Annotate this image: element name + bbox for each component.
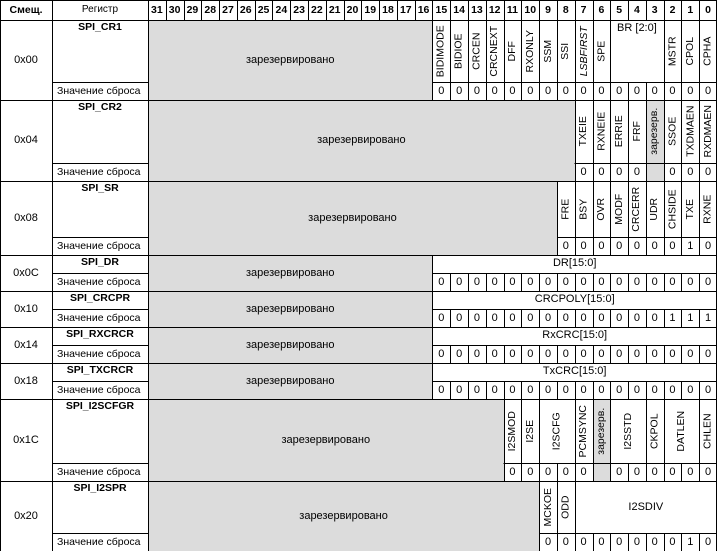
reset-bit-9: 0 — [544, 275, 552, 288]
header-bit-9: 9 — [545, 3, 551, 16]
reserved-bit — [646, 100, 664, 163]
bit-field-crcen-label: CRCEN — [470, 32, 483, 70]
reset-bit-1: 0 — [687, 165, 694, 178]
bit-field-ovr-label: OVR — [595, 197, 608, 221]
header-bit-6: 6 — [598, 3, 605, 16]
reset-bit-4: 0 — [633, 239, 640, 252]
reset-bit-2: 0 — [669, 347, 676, 360]
reset-bit-15: 0 — [438, 84, 445, 97]
header-bit-15: 15 — [435, 3, 448, 16]
bit-field-errie-label: ERRIE — [612, 115, 625, 148]
bit-field-mstr-label: MSTR — [666, 36, 679, 66]
reserved-block: зарезервировано — [148, 481, 539, 551]
bit-field-rxneie-label: RXNEIE — [595, 111, 608, 152]
reset-bit-5: 0 — [616, 311, 623, 324]
register-offset: 0x20 — [14, 509, 38, 522]
bit-field-ssm-label: SSM — [541, 39, 554, 63]
register-offset: 0x04 — [14, 134, 38, 146]
reset-bit-9: 0 — [544, 383, 552, 396]
bit-field-modf-label: MODF — [612, 193, 625, 225]
bit-field-chside — [664, 181, 682, 237]
bit-field-rxdmaen-label: RXDMAEN — [701, 105, 714, 158]
register-offset: 0x08 — [14, 211, 38, 224]
reset-bit-9: 0 — [544, 465, 552, 478]
reset-bit-8: 0 — [562, 535, 569, 548]
reset-bit-4: 0 — [633, 275, 640, 288]
bit-field-pcmsync-label: PCMSYNC — [577, 404, 590, 458]
bit-field-txdmaen — [681, 100, 699, 163]
header-bit-28: 28 — [204, 3, 217, 16]
reset-bit-7: 0 — [580, 275, 587, 288]
reset-bit-5: 0 — [616, 239, 623, 252]
bit-field-mckoe — [539, 481, 557, 533]
register-name: SPI_CRCPR — [69, 292, 131, 304]
register-offset: 0x18 — [14, 374, 38, 387]
bit-field-udr — [646, 181, 664, 237]
bit-field-rxneie — [593, 100, 611, 163]
reset-bit-9: 0 — [544, 347, 552, 360]
bit-field-bidioe — [450, 20, 468, 82]
bit-field-spe-label: SPE — [595, 40, 608, 62]
reset-bit-14: 0 — [456, 383, 463, 396]
reset-bit-11: 0 — [509, 311, 516, 324]
reset-value-label: Значение сброса — [57, 535, 141, 548]
reset-bit-14: 0 — [456, 275, 463, 288]
reset-bit-9: 0 — [544, 311, 552, 324]
reset-bit-8: 0 — [562, 465, 569, 478]
reset-bit-6: 0 — [598, 275, 605, 288]
bit-field-chside-label: CHSIDE — [666, 189, 679, 229]
reserved-block: зарезервировано — [148, 100, 575, 181]
reset-bit-1: 1 — [687, 535, 694, 548]
reset-bit-6: 0 — [598, 84, 605, 97]
reset-bit-14: 0 — [456, 84, 463, 97]
header-bit-12: 12 — [488, 3, 501, 16]
reset-bit-1: 0 — [687, 383, 694, 396]
bit-field-ovr — [593, 181, 611, 237]
reset-bit-11: 0 — [509, 347, 516, 360]
reset-bit-0: 1 — [704, 311, 712, 324]
reset-bit-5: 0 — [616, 347, 623, 360]
reset-value-label: Значение сброса — [57, 465, 141, 478]
header-bit-2: 2 — [669, 3, 676, 16]
bit-field-bsy-label: BSY — [577, 198, 590, 220]
header-offset: Смещ. — [9, 3, 43, 16]
reset-value-label: Значение сброса — [57, 383, 141, 396]
reset-bit-13: 0 — [473, 84, 480, 97]
header-bit-4: 4 — [634, 3, 640, 16]
bit-field-i2se-label: I2SE — [524, 419, 537, 443]
bit-field-ssi-label: SSI — [559, 42, 572, 60]
reset-bit-1: 1 — [687, 239, 694, 252]
reserved-block: зарезервировано — [148, 363, 432, 399]
bit-field-mstr — [664, 20, 682, 82]
header-bit-11: 11 — [506, 3, 519, 16]
bit-field-rxne-label: RXNE — [701, 194, 714, 224]
reset-bit-5: 0 — [616, 535, 623, 548]
header-bit-18: 18 — [382, 3, 394, 16]
header-register: Регистр — [81, 4, 119, 15]
reset-bit-7: 0 — [580, 311, 587, 324]
reset-bit-0: 0 — [704, 165, 712, 178]
reset-bit-5: 0 — [616, 165, 623, 178]
register-offset: 0x0C — [13, 266, 39, 279]
reset-bit-12: 0 — [491, 84, 498, 97]
reset-bit-10: 0 — [527, 311, 534, 324]
register-name: SPI_CR2 — [78, 101, 122, 113]
register-offset: 0x00 — [14, 53, 38, 66]
reserved-bit-label: зарезерв. — [648, 108, 661, 155]
bit-field-frf-label: FRF — [630, 121, 643, 142]
reserved-bit — [593, 399, 611, 463]
header-bit-16: 16 — [417, 3, 430, 16]
bit-field-cpha-label: CPHA — [701, 36, 714, 66]
reset-bit-1: 0 — [687, 347, 694, 360]
bit-field-spe — [593, 20, 611, 82]
reset-bit-7: 0 — [580, 347, 587, 360]
reset-bit-3: 0 — [651, 347, 658, 360]
header-bit-22: 22 — [311, 3, 323, 16]
reset-bit-8: 0 — [562, 84, 569, 97]
reset-bit-0: 0 — [704, 383, 712, 396]
reset-bit-4: 0 — [633, 347, 640, 360]
reset-bit-13: 0 — [473, 347, 480, 360]
bit-field-rxonly-label: RXONLY — [524, 29, 537, 73]
bit-field-lsbfirst-label: LSBFIRST — [577, 25, 590, 77]
bit-field-cpol-label: CPOL — [684, 36, 697, 66]
reset-bit-12: 0 — [491, 347, 498, 360]
bit-field-fre-label: FRE — [559, 198, 572, 220]
bit-field-rxonly — [521, 20, 539, 82]
reset-bit-10: 0 — [527, 275, 534, 288]
header-bit-13: 13 — [471, 3, 483, 16]
reset-bit-1: 0 — [687, 465, 694, 478]
reset-bit-0: 0 — [704, 239, 712, 252]
reset-bit-6: 0 — [598, 535, 605, 548]
bit-field-ssoe-label: SSOE — [666, 116, 679, 147]
reserved-block: зарезервировано — [148, 291, 432, 327]
reset-bit-2: 1 — [669, 311, 676, 324]
bit-field-cpol — [681, 20, 699, 82]
reset-bit-7: 0 — [580, 239, 587, 252]
register-name: SPI_DR — [81, 256, 119, 268]
bit-field-dff — [504, 20, 522, 82]
reset-bit-6: 0 — [598, 239, 605, 252]
header-bit-24: 24 — [275, 3, 288, 16]
bit-field-txcrc-15-0: TxCRC[15:0] — [542, 365, 607, 377]
register-name: SPI_I2SPR — [73, 482, 127, 494]
reset-bit-7: 0 — [580, 165, 587, 178]
bit-field-udr-label: UDR — [648, 197, 661, 221]
reset-bit-4: 0 — [633, 84, 640, 97]
bit-field-txeie — [575, 100, 593, 163]
header-bit-31: 31 — [151, 3, 163, 16]
header-bit-20: 20 — [346, 3, 359, 16]
reset-value-label: Значение сброса — [57, 239, 141, 252]
bit-field-chlen-label: CHLEN — [701, 413, 714, 449]
bit-field-txdmaen-label: TXDMAEN — [684, 105, 697, 158]
bit-field-txe-label: TXE — [684, 198, 697, 220]
header-bit-5: 5 — [616, 3, 623, 16]
reset-bit-4: 0 — [633, 383, 640, 396]
reset-bit-8: 0 — [562, 383, 569, 396]
header-bit-1: 1 — [687, 3, 694, 16]
reset-bit-3: 0 — [651, 311, 658, 324]
reserved-bit-label: зарезерв. — [595, 407, 608, 455]
reset-bit-1: 0 — [687, 275, 694, 288]
bit-field-datlen-label: DATLEN — [675, 410, 688, 452]
bit-field-mckoe-label: MCKOE — [541, 487, 554, 527]
reserved-block: зарезервировано — [148, 327, 432, 363]
reset-bit-4: 0 — [633, 165, 640, 178]
reset-bit-2: 0 — [669, 275, 676, 288]
reset-bit-11: 0 — [509, 465, 516, 478]
bit-field-rxdmaen — [699, 100, 717, 163]
reset-bit-6: 0 — [598, 383, 605, 396]
reset-value-label: Значение сброса — [57, 165, 141, 178]
reset-bit-1: 0 — [687, 84, 694, 97]
reset-bit-3 — [646, 163, 664, 181]
header-bit-19: 19 — [364, 3, 377, 16]
reset-bit-0: 0 — [704, 84, 712, 97]
header-bit-0: 0 — [705, 3, 711, 16]
reset-bit-3: 0 — [651, 383, 658, 396]
reset-bit-11: 0 — [509, 383, 516, 396]
bit-field-bidioe-label: BIDIOE — [452, 33, 465, 69]
bit-field-ckpol-label: CKPOL — [648, 413, 661, 449]
bit-field-pcmsync — [575, 399, 593, 463]
register-name: SPI_TXCRCR — [66, 364, 134, 376]
register-name: SPI_I2SCFGR — [65, 400, 135, 412]
bit-field-br-2-0: BR [2:0] — [617, 22, 657, 34]
reserved-block: зарезервировано — [148, 181, 557, 255]
reset-bit-3: 0 — [651, 84, 658, 97]
reset-bit-10: 0 — [527, 465, 534, 478]
bit-field-bidimode-label: BIDIMODE — [435, 25, 448, 77]
reset-bit-4: 0 — [633, 311, 640, 324]
reset-value-label: Значение сброса — [57, 347, 141, 360]
reset-bit-0: 0 — [704, 535, 712, 548]
header-bit-27: 27 — [222, 3, 234, 16]
reset-bit-2: 0 — [669, 535, 676, 548]
bit-field-errie — [610, 100, 628, 163]
header-bit-14: 14 — [453, 3, 465, 16]
header-bit-8: 8 — [562, 3, 569, 16]
bit-field-modf — [610, 181, 628, 237]
reset-bit-5: 0 — [616, 275, 623, 288]
bit-field-ssoe — [664, 100, 682, 163]
bit-field-i2smod-label: I2SMOD — [506, 410, 519, 452]
bit-field-crcnext-label: CRCNEXT — [488, 25, 501, 77]
header-bit-30: 30 — [168, 3, 181, 16]
bit-field-rxcrc-15-0: RxCRC[15:0] — [542, 329, 608, 341]
bit-field-ssm — [539, 20, 557, 82]
reset-bit-14: 0 — [456, 311, 463, 324]
reset-bit-0: 0 — [704, 465, 712, 478]
bit-field-crcerr — [628, 181, 646, 237]
reserved-block: зарезервировано — [148, 255, 432, 291]
reset-bit-12: 0 — [491, 383, 498, 396]
reset-bit-3: 0 — [651, 465, 658, 478]
bit-field-crcerr-label: CRCERR — [630, 186, 643, 232]
reset-bit-6: 0 — [598, 311, 605, 324]
reset-bit-4: 0 — [633, 465, 640, 478]
reset-bit-4: 0 — [633, 535, 640, 548]
reset-bit-5: 0 — [616, 465, 623, 478]
bit-field-odd-label: ODD — [559, 495, 572, 519]
reset-bit-2: 0 — [669, 84, 676, 97]
reset-bit-11: 0 — [509, 84, 516, 97]
bit-field-ssi — [557, 20, 575, 82]
register-offset: 0x14 — [14, 338, 38, 351]
bit-field-i2sdiv: I2SDIV — [628, 500, 664, 513]
reset-bit-7: 0 — [580, 383, 587, 396]
reset-bit-15: 0 — [438, 311, 445, 324]
reset-bit-13: 0 — [473, 383, 480, 396]
register-offset: 0x10 — [14, 302, 38, 315]
bit-field-bsy — [575, 181, 593, 237]
bit-field-crcnext — [486, 20, 504, 82]
bit-field-crcpoly-15-0: CRCPOLY[15:0] — [534, 293, 615, 305]
reset-bit-6 — [593, 463, 611, 481]
bit-field-chlen — [699, 399, 717, 463]
reset-bit-2: 0 — [669, 239, 676, 252]
reset-bit-8: 0 — [562, 275, 569, 288]
reset-bit-8: 0 — [562, 311, 569, 324]
reset-bit-3: 0 — [651, 239, 658, 252]
header-bit-3: 3 — [651, 3, 658, 16]
bit-field-bidimode — [432, 20, 450, 82]
reset-bit-8: 0 — [562, 347, 569, 360]
reserved-block: зарезервировано — [148, 20, 432, 100]
reset-bit-0: 0 — [704, 347, 712, 360]
header-bit-26: 26 — [239, 3, 252, 16]
reset-bit-7: 0 — [580, 465, 587, 478]
bit-field-fre — [557, 181, 575, 237]
reset-bit-5: 0 — [616, 84, 623, 97]
bit-field-crcen — [468, 20, 486, 82]
bit-field-ckpol — [646, 399, 664, 463]
reset-bit-6: 0 — [598, 165, 605, 178]
reset-bit-2: 0 — [669, 165, 676, 178]
reset-bit-10: 0 — [527, 383, 534, 396]
header-bit-21: 21 — [328, 3, 341, 16]
header-bit-29: 29 — [186, 3, 199, 16]
bit-field-i2scfg — [539, 399, 575, 463]
register-name: SPI_RXCRCR — [66, 328, 134, 340]
bit-field-datlen — [664, 399, 700, 463]
bit-field-txe — [681, 181, 699, 237]
header-bit-10: 10 — [524, 3, 537, 16]
reset-bit-8: 0 — [562, 239, 569, 252]
reset-bit-7: 0 — [580, 84, 587, 97]
reset-bit-12: 0 — [491, 275, 498, 288]
reset-value-label: Значение сброса — [57, 311, 141, 324]
reset-bit-13: 0 — [473, 311, 480, 324]
reset-bit-11: 0 — [509, 275, 516, 288]
header-bit-17: 17 — [399, 3, 412, 16]
register-name: SPI_SR — [81, 182, 119, 194]
header-bit-23: 23 — [293, 3, 305, 16]
reset-bit-15: 0 — [438, 275, 445, 288]
reset-bit-7: 0 — [580, 535, 587, 548]
reset-value-label: Значение сброса — [57, 275, 141, 288]
bit-field-i2sstd-label: I2SSTD — [621, 412, 634, 450]
reset-bit-1: 1 — [687, 311, 694, 324]
reset-bit-5: 0 — [616, 383, 623, 396]
reset-value-label: Значение сброса — [57, 84, 141, 97]
reset-bit-10: 0 — [527, 347, 534, 360]
bit-field-odd — [557, 481, 575, 533]
reset-bit-3: 0 — [651, 275, 658, 288]
reset-bit-13: 0 — [473, 275, 480, 288]
reset-bit-2: 0 — [669, 465, 676, 478]
bit-field-i2scfg-label: I2SCFG — [550, 412, 563, 450]
reserved-block: зарезервировано — [148, 399, 504, 481]
header-bit-25: 25 — [257, 3, 270, 16]
register-offset: 0x1C — [13, 433, 39, 446]
bit-field-txeie-label: TXEIE — [577, 116, 590, 147]
bit-field-i2sstd — [610, 399, 646, 463]
register-name: SPI_CR1 — [78, 21, 122, 33]
bit-field-rxne — [699, 181, 717, 237]
reset-bit-15: 0 — [438, 383, 445, 396]
reset-bit-12: 0 — [491, 311, 498, 324]
reset-bit-10: 0 — [527, 84, 534, 97]
reset-bit-15: 0 — [438, 347, 445, 360]
reset-bit-6: 0 — [598, 347, 605, 360]
bit-field-i2smod — [504, 399, 522, 463]
bit-field-lsbfirst — [575, 20, 593, 82]
reset-bit-3: 0 — [651, 535, 658, 548]
reset-bit-9: 0 — [544, 84, 552, 97]
bit-field-dff-label: DFF — [506, 40, 519, 62]
bit-field-cpha — [699, 20, 717, 82]
bit-field-frf — [628, 100, 646, 163]
bit-field-i2se — [521, 399, 539, 463]
reset-bit-0: 0 — [704, 275, 712, 288]
reset-bit-14: 0 — [456, 347, 463, 360]
bit-field-dr-15-0: DR[15:0] — [552, 257, 597, 269]
reset-bit-9: 0 — [544, 535, 552, 548]
header-bit-7: 7 — [580, 3, 587, 16]
reset-bit-2: 0 — [669, 383, 676, 396]
